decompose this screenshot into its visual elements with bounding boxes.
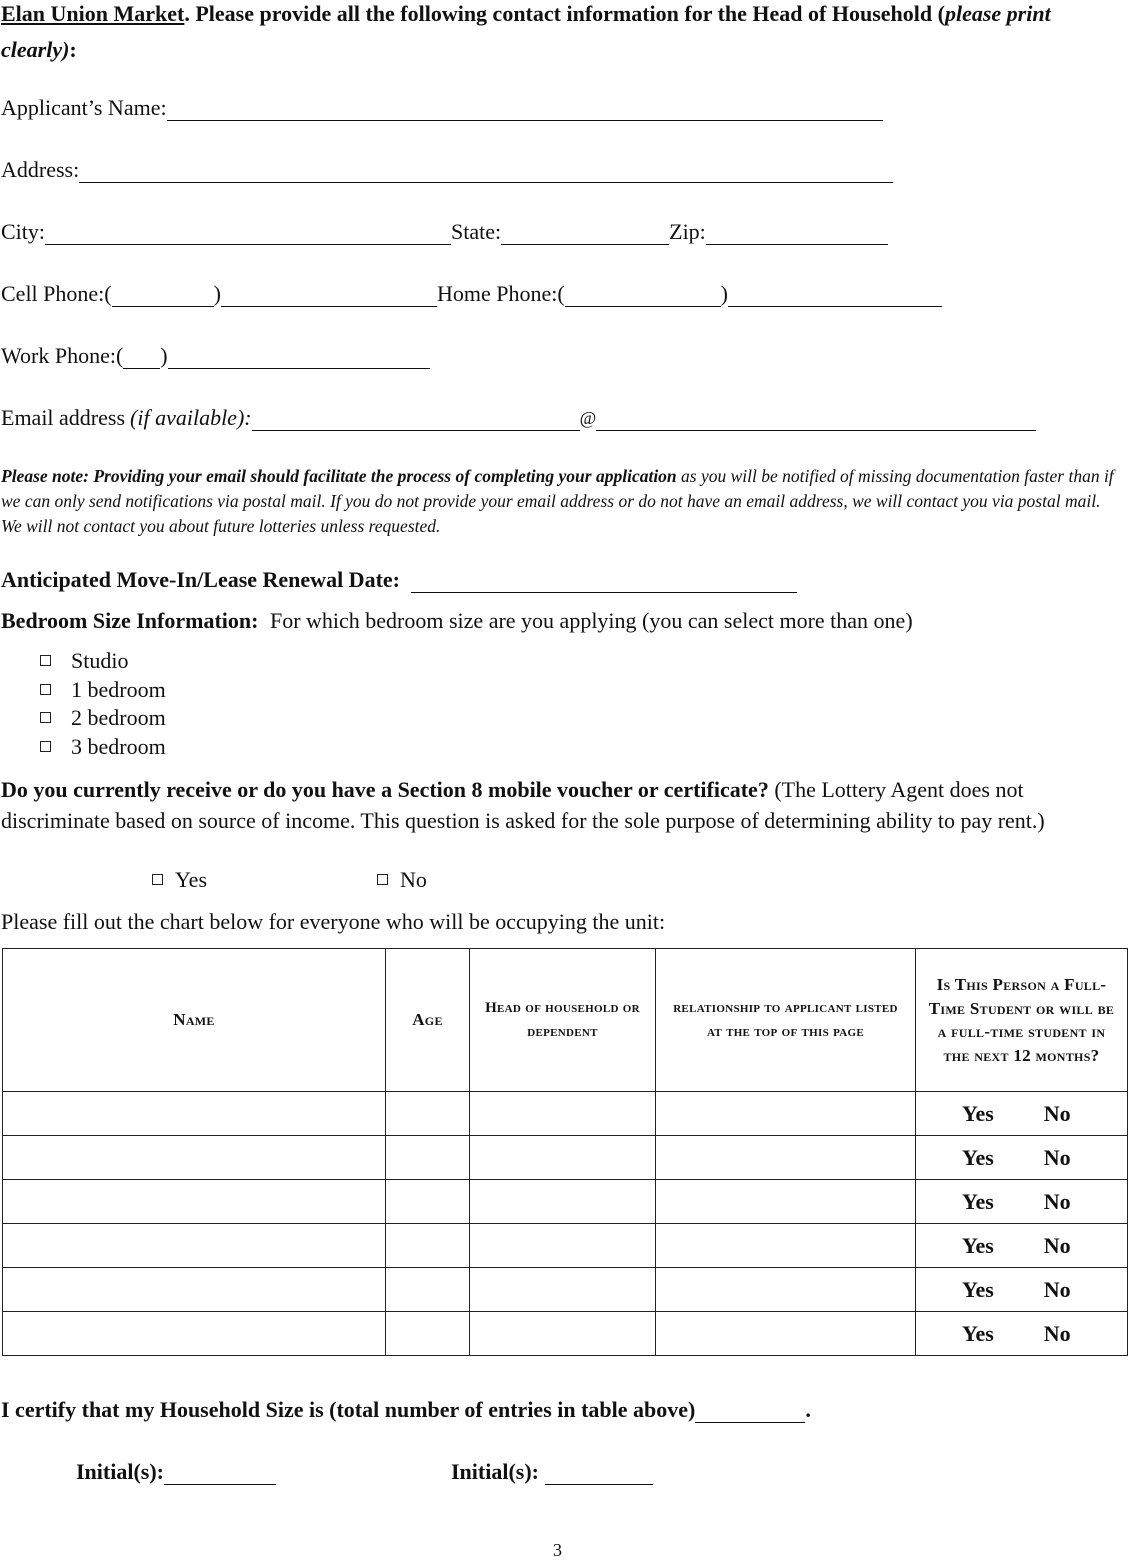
- email-label-italic: (if available):: [130, 405, 252, 430]
- email-note: [1, 464, 1121, 539]
- table-row: [3, 1268, 1128, 1312]
- col-name-header: Name: [3, 949, 386, 1092]
- student-cell: [916, 1092, 1128, 1136]
- email-row: [1, 405, 1036, 431]
- intro-bold-text: . Please provide all the following contact information for the Head of Household (: [184, 1, 945, 26]
- applicant-name-field[interactable]: [167, 100, 883, 121]
- checkbox[interactable]: [40, 741, 51, 752]
- checkbox[interactable]: [377, 874, 388, 885]
- name-cell[interactable]: [3, 1136, 386, 1180]
- zip-label: Zip:: [669, 219, 706, 244]
- student-cell: [916, 1268, 1128, 1312]
- yes-option[interactable]: Yes: [962, 1320, 994, 1346]
- student-cell: [916, 1224, 1128, 1268]
- age-cell[interactable]: [386, 1224, 470, 1268]
- name-cell[interactable]: [3, 1268, 386, 1312]
- home-phone-area-code-field[interactable]: [565, 286, 721, 307]
- checkbox[interactable]: [40, 712, 51, 723]
- age-cell[interactable]: [386, 1136, 470, 1180]
- initials-label-1: Initial(s):: [76, 1459, 164, 1484]
- intro-italic-text: please print clearly): [1, 1, 1051, 62]
- household-cell[interactable]: [470, 1224, 656, 1268]
- student-cell: [916, 1180, 1128, 1224]
- household-cell[interactable]: [470, 1136, 656, 1180]
- table-row: [3, 1312, 1128, 1356]
- name-cell[interactable]: [3, 1092, 386, 1136]
- city-state-zip-row: [1, 219, 888, 245]
- email-user-field[interactable]: [252, 410, 580, 431]
- work-phone-label: Work Phone:(: [1, 343, 124, 368]
- table-row: [3, 1224, 1128, 1268]
- email-note-text: as you will be notified of missing documentation faster than if we can only send notifications via postal mail. If you do not provide your email address or do not have an email address, we will contact you via postal mail. We will not contact you about future lotteries unless requested.: [1, 466, 1114, 536]
- relationship-cell[interactable]: [656, 1092, 916, 1136]
- applicant-name-label: Applicant’s Name:: [1, 95, 167, 120]
- section8-text: (The Lottery Agent does not discriminate based on source of income. This question is asked for the sole purpose of determining ability to pay rent.): [1, 777, 1045, 833]
- bedroom-question: For which bedroom size are you applying (you can select more than one): [269, 608, 913, 633]
- checkbox[interactable]: [40, 684, 51, 695]
- cell-phone-area-code-field[interactable]: [112, 286, 214, 307]
- state-label: State:: [451, 219, 502, 244]
- home-phone-number-field[interactable]: [728, 286, 942, 307]
- occupant-table: [2, 948, 1128, 1356]
- name-cell[interactable]: [3, 1180, 386, 1224]
- table-header-row: [3, 949, 1128, 1092]
- section8-yes-option[interactable]: Yes: [152, 866, 207, 894]
- name-cell[interactable]: [3, 1224, 386, 1268]
- age-cell[interactable]: [386, 1268, 470, 1312]
- col-relationship-header: relationship to applicant listed at the top of this page: [656, 949, 916, 1092]
- initials-field-2[interactable]: [545, 1464, 653, 1485]
- no-option[interactable]: No: [1043, 1144, 1071, 1170]
- cell-phone-label: Cell Phone:(: [1, 281, 112, 306]
- applicant-name-row: [1, 95, 883, 121]
- bedroom-option-studio[interactable]: Studio: [40, 647, 128, 675]
- household-cell[interactable]: [470, 1268, 656, 1312]
- initials-row-2: [451, 1459, 653, 1485]
- property-name: Elan Union Market: [1, 1, 185, 26]
- col-head-of-household-header: Head of household or dependent: [470, 949, 656, 1092]
- certify-text: I certify that my Household Size is (total number of entries in table above): [1, 1397, 696, 1422]
- zip-field[interactable]: [706, 224, 888, 245]
- initials-label-2: Initial(s):: [451, 1459, 539, 1484]
- address-row: [1, 157, 893, 183]
- name-cell[interactable]: [3, 1312, 386, 1356]
- checkbox[interactable]: [152, 874, 163, 885]
- yes-option[interactable]: Yes: [962, 1188, 994, 1214]
- household-size-field[interactable]: [695, 1402, 805, 1423]
- bedroom-option-3[interactable]: 3 bedroom: [40, 733, 166, 761]
- intro-paragraph: Elan Union Market. Please provide all the following contact information for the Head of Household (please print clearly):: [1, 1, 1051, 62]
- table-row: [3, 1180, 1128, 1224]
- no-option[interactable]: No: [1043, 1232, 1071, 1258]
- relationship-cell[interactable]: [656, 1136, 916, 1180]
- yes-option[interactable]: Yes: [962, 1144, 994, 1170]
- city-field[interactable]: [45, 224, 451, 245]
- move-in-label: Anticipated Move-In/Lease Renewal Date:: [1, 567, 400, 592]
- yes-option[interactable]: Yes: [962, 1232, 994, 1258]
- state-field[interactable]: [501, 224, 669, 245]
- work-phone-area-code-field[interactable]: [123, 348, 160, 369]
- relationship-cell[interactable]: [656, 1268, 916, 1312]
- bedroom-option-1[interactable]: 1 bedroom: [40, 676, 166, 704]
- household-cell[interactable]: [470, 1312, 656, 1356]
- work-phone-number-field[interactable]: [168, 348, 430, 369]
- age-cell[interactable]: [386, 1092, 470, 1136]
- col-age-header: Age: [386, 949, 470, 1092]
- no-option[interactable]: No: [1043, 1188, 1071, 1214]
- certify-row: I certify that my Household Size is (total number of entries in table above) .: [1, 1397, 811, 1422]
- phone-row: Cell Phone:( ) Home Phone:( ): [1, 281, 942, 307]
- no-option[interactable]: No: [1043, 1100, 1071, 1126]
- yes-option[interactable]: Yes: [962, 1100, 994, 1126]
- move-in-row: [1, 567, 797, 593]
- section8-question: [1, 774, 1123, 836]
- no-option[interactable]: No: [1043, 1276, 1071, 1302]
- home-phone-label: Home Phone:(: [436, 281, 565, 306]
- age-cell[interactable]: [386, 1180, 470, 1224]
- address-label: Address:: [1, 157, 80, 182]
- relationship-cell[interactable]: [656, 1224, 916, 1268]
- household-cell[interactable]: [470, 1180, 656, 1224]
- chart-intro: Please fill out the chart below for everyone who will be occupying the unit:: [1, 909, 666, 934]
- email-domain-field[interactable]: [596, 410, 1036, 431]
- relationship-cell[interactable]: [656, 1312, 916, 1356]
- yes-option[interactable]: Yes: [962, 1276, 994, 1302]
- at-sign: @: [579, 408, 597, 428]
- section8-bold: Do you currently receive or do you have a Section 8 mobile voucher or certificate?: [1, 777, 769, 802]
- initials-field-1[interactable]: [164, 1464, 276, 1485]
- address-field[interactable]: [79, 162, 893, 183]
- col-student-header: Is This Person a Full-Time Student or will be a full-time student in the next 12 months?: [916, 949, 1128, 1092]
- no-option[interactable]: No: [1043, 1320, 1071, 1346]
- bedroom-label: Bedroom Size Information:: [1, 608, 259, 633]
- table-row: [3, 1092, 1128, 1136]
- bedroom-option-2[interactable]: 2 bedroom: [40, 704, 166, 732]
- section8-no-option[interactable]: No: [377, 866, 427, 894]
- page-number: 3: [553, 1540, 562, 1560]
- bedroom-row: [1, 608, 913, 634]
- student-cell: [916, 1136, 1128, 1180]
- student-cell: [916, 1312, 1128, 1356]
- work-phone-row: Work Phone:( ): [1, 343, 430, 369]
- move-in-date-field[interactable]: [411, 572, 797, 593]
- household-cell[interactable]: [470, 1092, 656, 1136]
- city-label: City:: [1, 219, 46, 244]
- age-cell[interactable]: [386, 1312, 470, 1356]
- table-row: [3, 1136, 1128, 1180]
- email-label: Email address: [1, 405, 126, 430]
- initials-row-1: [76, 1459, 276, 1485]
- checkbox[interactable]: [40, 655, 51, 666]
- cell-phone-number-field[interactable]: [221, 286, 437, 307]
- email-note-bold: Please note: Providing your email should facilitate the process of completing your application: [1, 466, 677, 486]
- relationship-cell[interactable]: [656, 1180, 916, 1224]
